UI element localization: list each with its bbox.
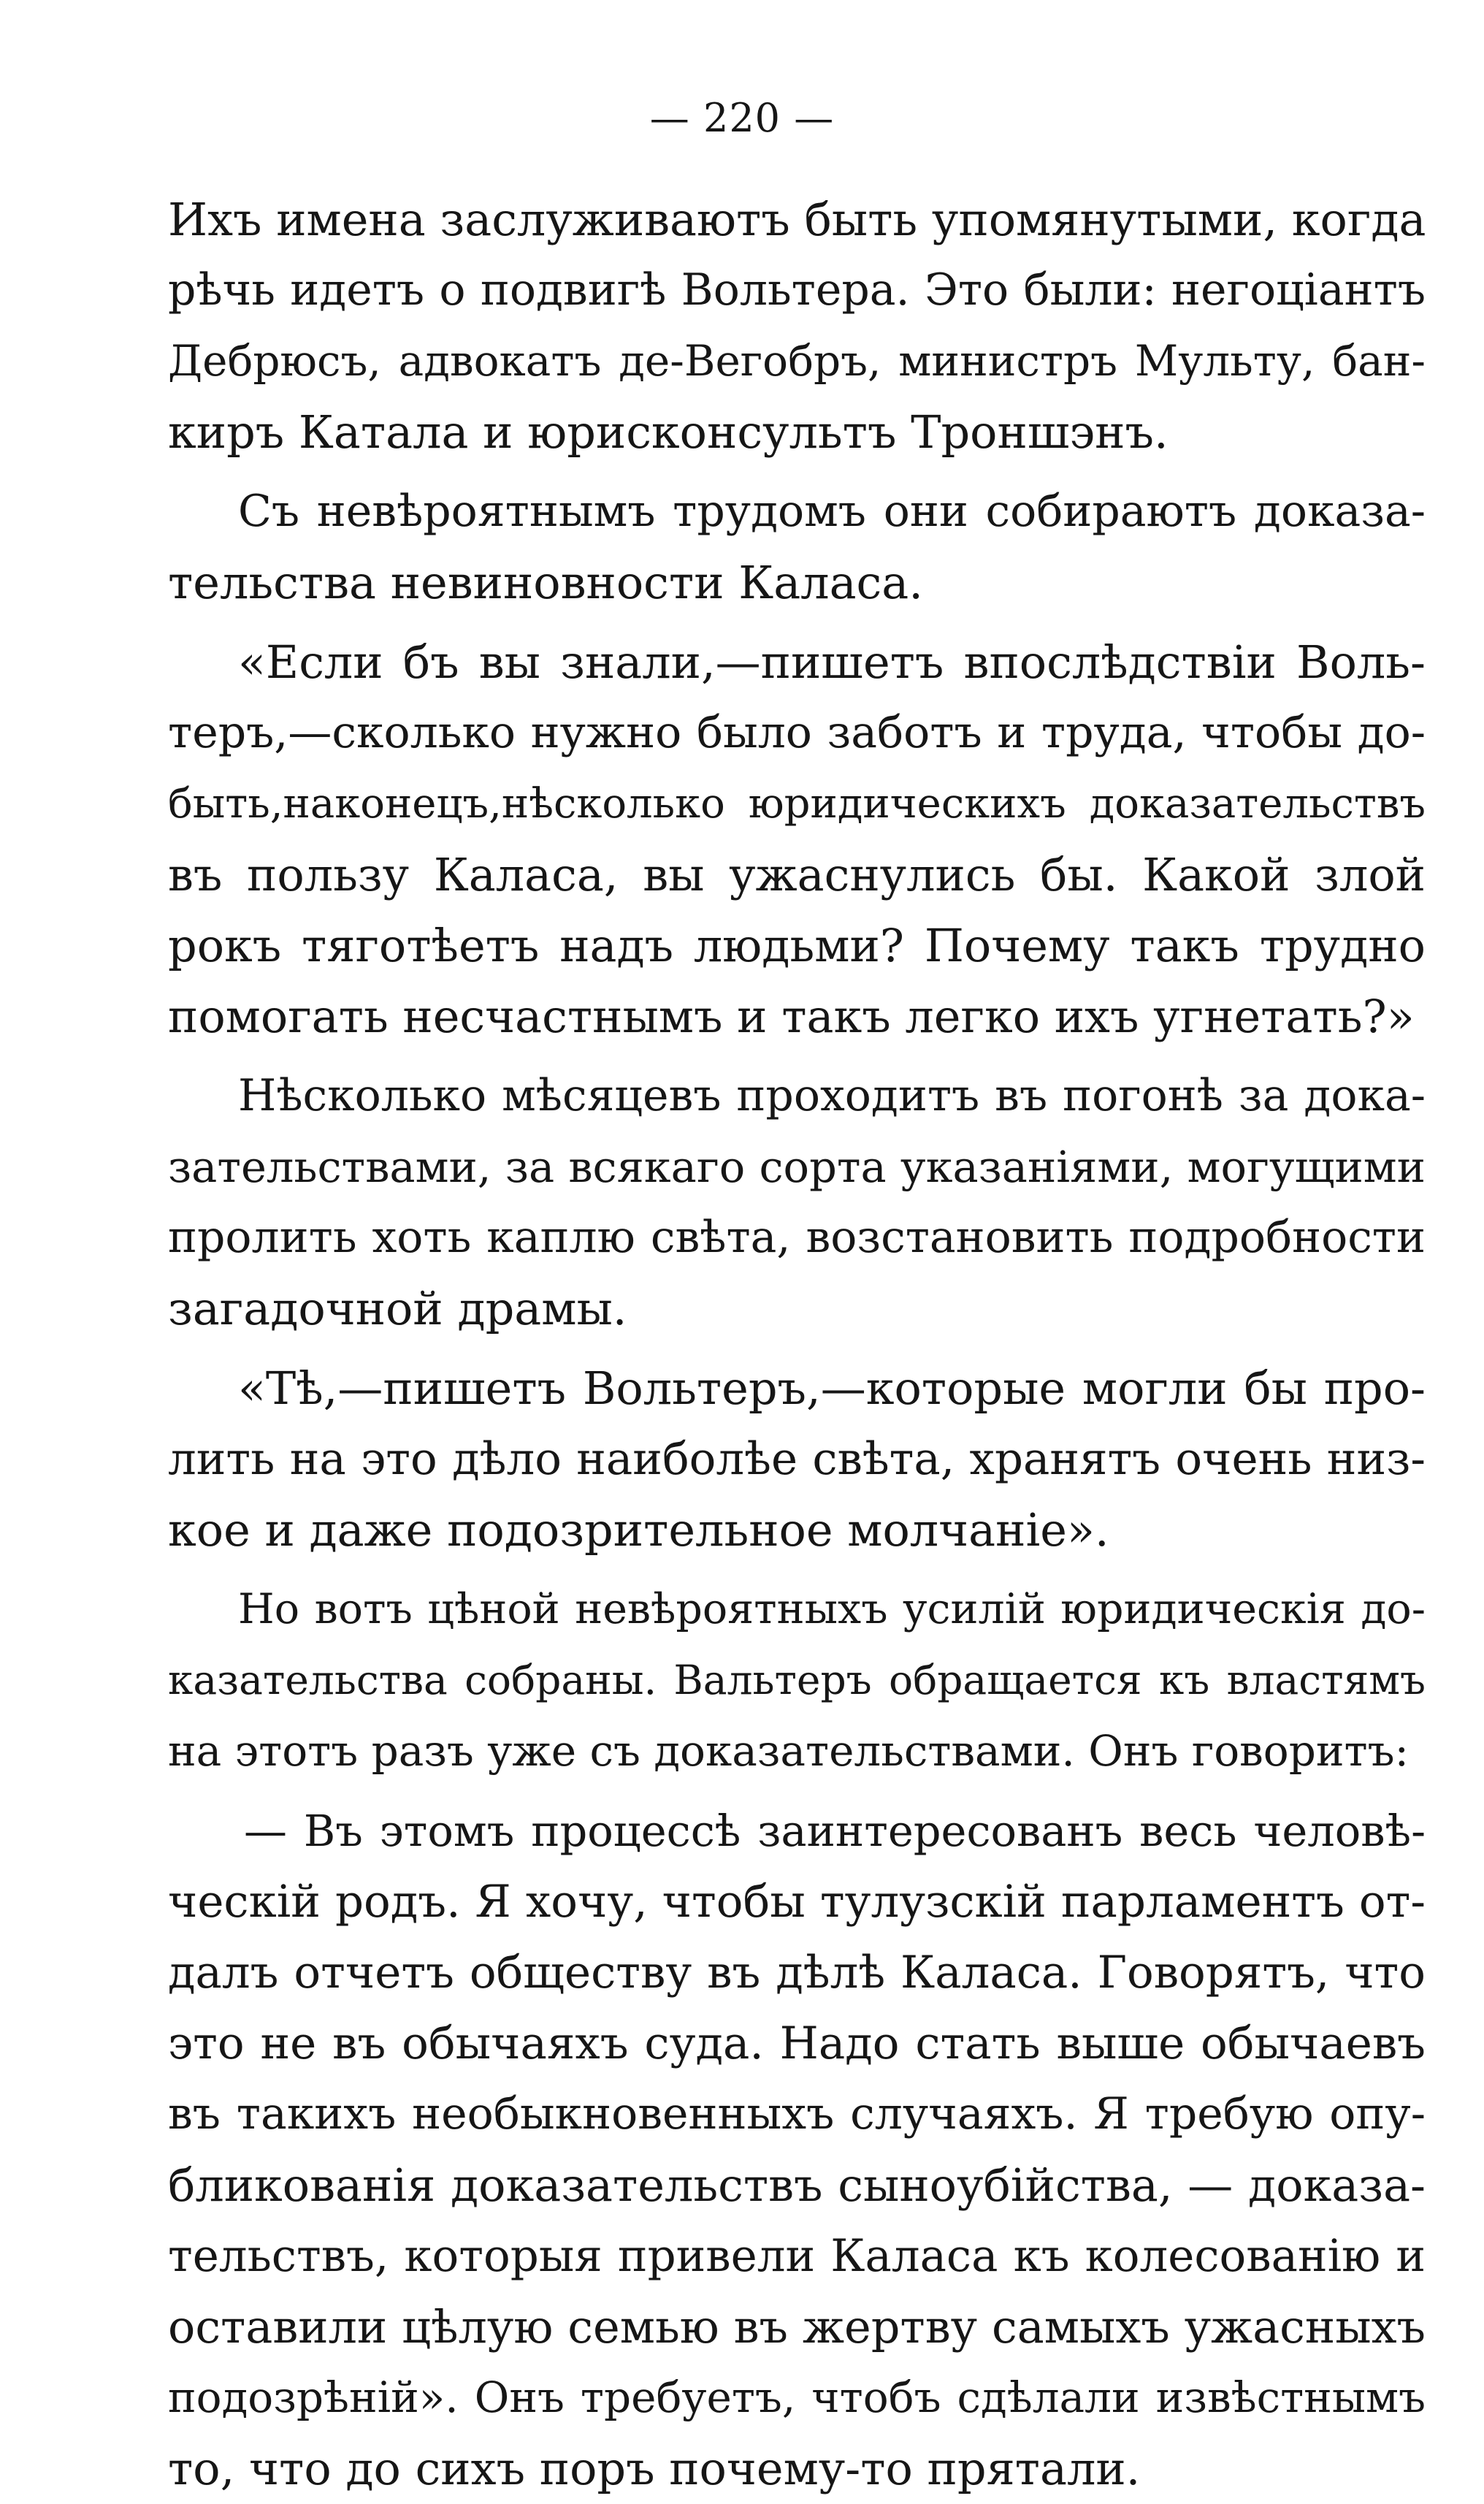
page-number: — 220 — xyxy=(649,95,835,141)
text-line: рѣчь идетъ о подвигѣ Вольтера. Это были: негоціантъ xyxy=(168,264,1426,316)
paragraph-gap xyxy=(168,618,1426,627)
text-line: на этотъ разъ уже съ доказательствами. Онъ говоритъ: xyxy=(168,1726,1410,1776)
paragraph xyxy=(168,627,1426,1052)
page-text xyxy=(168,184,1426,2504)
text-line: тельства невиновности Каласа. xyxy=(168,556,923,609)
text-line: Но вотъ цѣной невѣроятныхъ усилій юридическія до- xyxy=(238,1585,1426,1633)
text-line: въ пользу Каласа, вы ужаснулись бы. Какой злой xyxy=(168,848,1426,901)
paragraph xyxy=(168,1061,1426,1344)
paragraph-gap xyxy=(168,1344,1426,1353)
text-line: кое и даже подозрительное молчаніе». xyxy=(168,1503,1109,1557)
text-line: это не въ обычаяхъ суда. Надо стать выше обычаевъ xyxy=(168,2018,1426,2069)
text-line: помогать несчастнымъ и такъ легко ихъ угнетать?» xyxy=(168,990,1415,1043)
text-line: Ихъ имена заслуживаютъ быть упомянутыми, когда xyxy=(168,193,1426,246)
text-line: казательства собраны. Вальтеръ обращается къ властямъ xyxy=(168,1657,1426,1703)
paragraph-gap xyxy=(168,1787,1426,1795)
text-line: Нѣсколько мѣсяцевъ проходитъ въ погонѣ за дока- xyxy=(238,1070,1426,1121)
paragraph-gap xyxy=(168,1052,1426,1061)
text-line: «Если бъ вы знали,—пишетъ впослѣдствіи Воль- xyxy=(238,635,1426,689)
paragraph-gap xyxy=(168,1565,1426,1574)
text-line: тельствъ, которыя привели Каласа къ колесованію и xyxy=(168,2230,1426,2282)
text-line: подозрѣній». Онъ требуетъ, чтобъ сдѣлали извѣстнымъ xyxy=(168,2373,1426,2422)
text-line: въ такихъ необыкновенныхъ случаяхъ. Я требую опу- xyxy=(168,2088,1426,2140)
text-line: зательствами, за всякаго сорта указаніями, могущими xyxy=(168,1142,1426,1192)
text-line: — Въ этомъ процессѣ заинтересованъ весь человѣ- xyxy=(244,1806,1426,1856)
text-line: «Тѣ,—пишетъ Вольтеръ,—которые могли бы про- xyxy=(238,1362,1426,1415)
paragraph-gap xyxy=(168,467,1426,476)
text-line: далъ отчетъ обществу въ дѣлѣ Каласа. Говорятъ, что xyxy=(168,1947,1426,1999)
text-line: то, что до сихъ поръ почему-то прятали. xyxy=(168,2442,1141,2495)
text-line: Дебрюсъ, адвокатъ де-Вегобръ, министръ Мульту, бан- xyxy=(168,336,1426,386)
text-line: лить на это дѣло наиболѣе свѣта, хранятъ очень низ- xyxy=(168,1433,1426,1485)
paragraph xyxy=(168,1795,1426,2504)
paragraph xyxy=(168,476,1426,618)
paragraph xyxy=(168,1574,1426,1787)
text-line: киръ Катала и юрисконсультъ Троншэнъ. xyxy=(168,405,1169,459)
text-line: бликованія доказательствъ сыноубійства, — доказа- xyxy=(168,2158,1426,2212)
text-line: рокъ тяготѣетъ надъ людьми? Почему такъ трудно xyxy=(168,919,1426,972)
paragraph xyxy=(168,184,1426,467)
text-line: оставили цѣлую семью въ жертву самыхъ ужасныхъ xyxy=(168,2300,1426,2354)
paragraph xyxy=(168,1353,1426,1565)
text-line: ческій родъ. Я хочу, чтобы тулузскій парламентъ от- xyxy=(168,1876,1426,1928)
text-line: теръ,—сколько нужно было заботъ и труда, чтобы до- xyxy=(168,707,1426,758)
text-line: загадочной драмы. xyxy=(168,1282,627,1335)
text-line: быть,наконецъ,нѣсколько юридическихъ доказательствъ xyxy=(168,780,1426,828)
text-line: пролить хоть каплю свѣта, возстановить подробности xyxy=(168,1212,1426,1263)
text-line: Съ невѣроятнымъ трудомъ они собираютъ доказа- xyxy=(238,486,1426,537)
